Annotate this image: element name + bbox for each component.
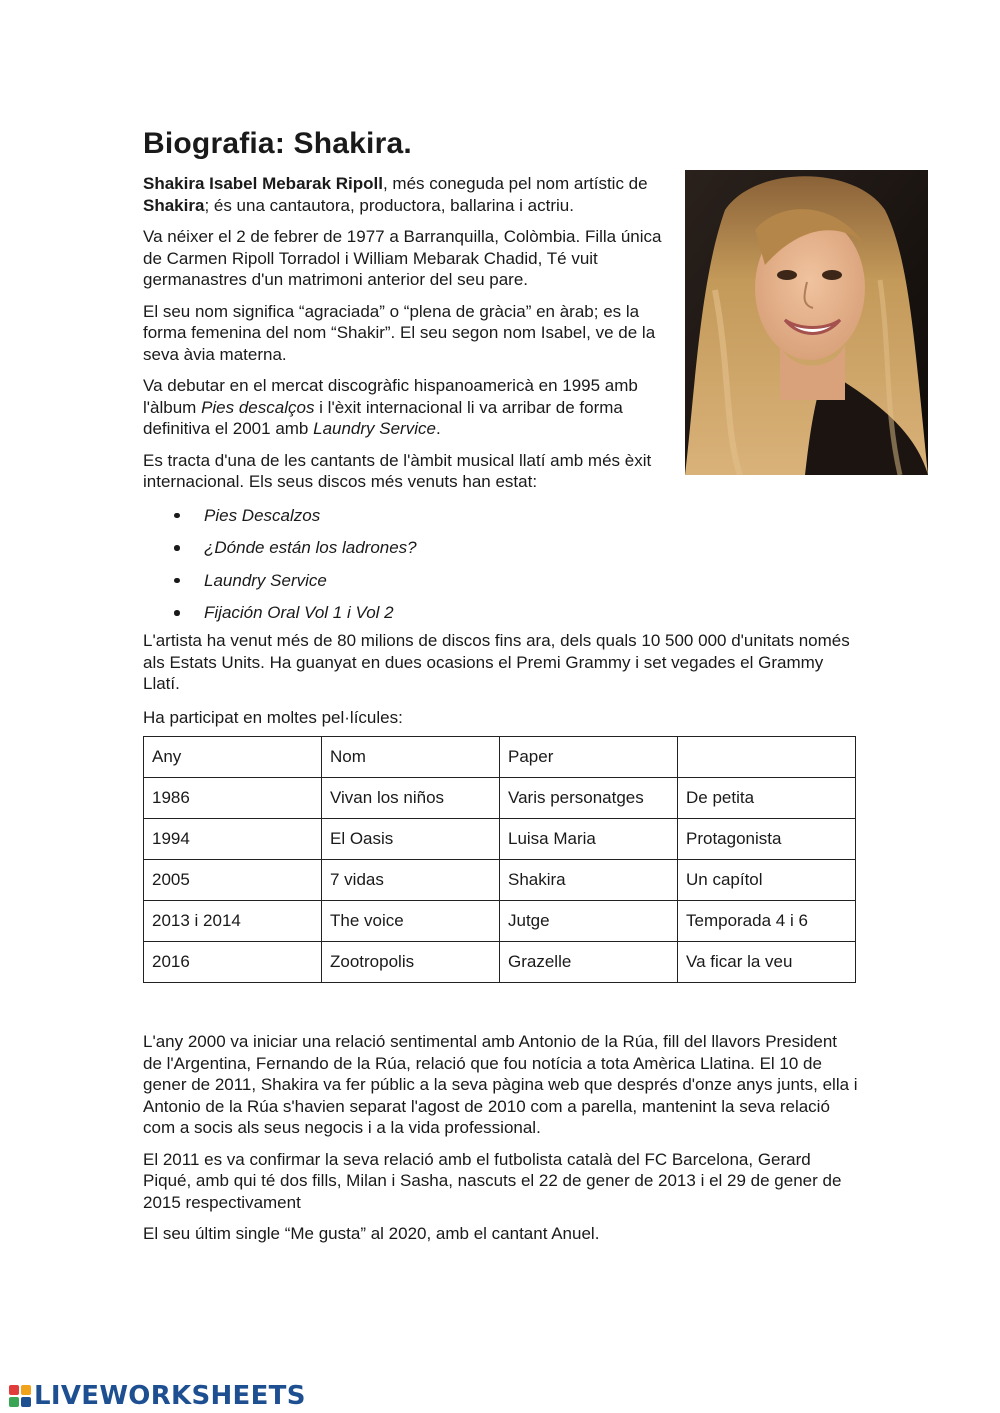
liveworksheets-logo[interactable] [8,1381,306,1411]
albums-list [143,505,671,635]
relationships-section [143,1031,859,1255]
table-header-cell [678,737,856,778]
sales-section [143,630,863,738]
intro-paragraph-4: Va debutar en el mercat discogràfic hispanoamericà en 1995 amb l'àlbum Pies descalços i l'èxit internacional li va arribar de forma definitiva el 2001 amb Laundry Service. [143,376,638,438]
table-cell: 1994 [144,819,322,860]
table-cell: 1986 [144,778,322,819]
table-cell: 7 vidas [322,860,500,901]
table-cell: Jutge [500,901,678,942]
table-cell: Varis personatges [500,778,678,819]
table-header-cell: Paper [500,737,678,778]
relationship-paragraph-2: El 2011 es va confirmar la seva relació amb el futbolista català del FC Barcelona, Gerard Piqué, amb qui té dos fills, Milan i Sasha, nascuts el 22 de gener de 2013 i el 29 de gener de 2015 respectivament [143,1149,842,1212]
relationship-paragraph-1: L'any 2000 va iniciar una relació sentimental amb Antonio de la Rúa, fill del llavors President de l'Argentina, Fernando de la Rúa, relació que fou notícia a tota Amèrica Llatina. El 10 de gener de 2011, Shakira va fer públic a la seva pàgina web que després d'onze anys junts, ella i Antonio de la Rúa s'havien separat l'agost de 2010 com a parella, mantenint la seva relació com a socis als seus negocis i a la vida professional. [143,1032,858,1137]
films-table [143,736,856,983]
stage-name: Shakira [143,195,205,215]
table-cell: 2013 i 2014 [144,901,322,942]
album-title: Pies descalços [201,397,315,417]
logo-text: LIVEWORKSHEETS [34,1381,306,1411]
logo-mark-icon [8,1383,32,1409]
page-title: Biografia: Shakira. [143,127,412,160]
latest-single-paragraph: El seu últim single “Me gusta” al 2020, amb el cantant Anuel. [143,1224,600,1243]
portrait-photo [685,170,928,475]
intro-paragraph-1: Shakira Isabel Mebarak Ripoll, més coneguda pel nom artístic de Shakira; és una cantautora, productora, ballarina i actriu. [143,174,648,215]
list-item: Fijación Oral Vol 1 i Vol 2 [143,602,671,635]
table-cell: De petita [678,778,856,819]
table-header-cell: Nom [322,737,500,778]
table-cell: Grazelle [500,942,678,983]
sales-paragraph: L'artista ha venut més de 80 milions de discos fins ara, dels quals 10 500 000 d'unitats només als Estats Units. Ha guanyat en dues ocasions el Premi Grammy i set vegades el Grammy Llatí. [143,631,850,693]
table-cell: Va ficar la veu [678,942,856,983]
intro-section [143,173,671,635]
full-name: Shakira Isabel Mebarak Ripoll [143,174,383,193]
table-cell: Protagonista [678,819,856,860]
intro-paragraph-5: Es tracta d'una de les cantants de l'àmbit musical llatí amb més èxit internacional. Els seus discos més venuts han estat: [143,450,652,491]
table-cell: The voice [322,901,500,942]
table-cell: 2005 [144,860,322,901]
album-title: Laundry Service [313,419,436,438]
portrait-image [685,170,928,475]
intro-paragraph-3: El seu nom significa “agraciada” o “plena de gràcia” en àrab; es la forma femenina del nom “Shakir”. El seu segon nom Isabel, ve de la seva àvia materna. [143,301,656,364]
table-header-cell: Any [144,737,322,778]
table-cell: El Oasis [322,819,500,860]
table-cell: Luisa Maria [500,819,678,860]
table-cell: Vivan los niños [322,778,500,819]
table-cell: Un capítol [678,860,856,901]
table-cell: Zootropolis [322,942,500,983]
films-intro: Ha participat en moltes pel·lícules: [143,707,403,727]
table-cell: Temporada 4 i 6 [678,901,856,942]
list-item: ¿Dónde están los ladrones? [143,537,671,570]
table-row [144,942,856,983]
table-row [144,819,856,860]
table-cell: Shakira [500,860,678,901]
table-row [144,778,856,819]
table-row [144,901,856,942]
intro-paragraph-2: Va néixer el 2 de febrer de 1977 a Barranquilla, Colòmbia. Filla única de Carmen Ripoll Torradol i William Mebarak Chadid, Té vuit germanastres d'un matrimoni anterior del seu pare. [143,227,662,289]
list-item: Laundry Service [143,570,671,603]
table-row [144,860,856,901]
table-cell: 2016 [144,942,322,983]
list-item: Pies Descalzos [143,505,671,538]
table-header-row [144,737,856,778]
